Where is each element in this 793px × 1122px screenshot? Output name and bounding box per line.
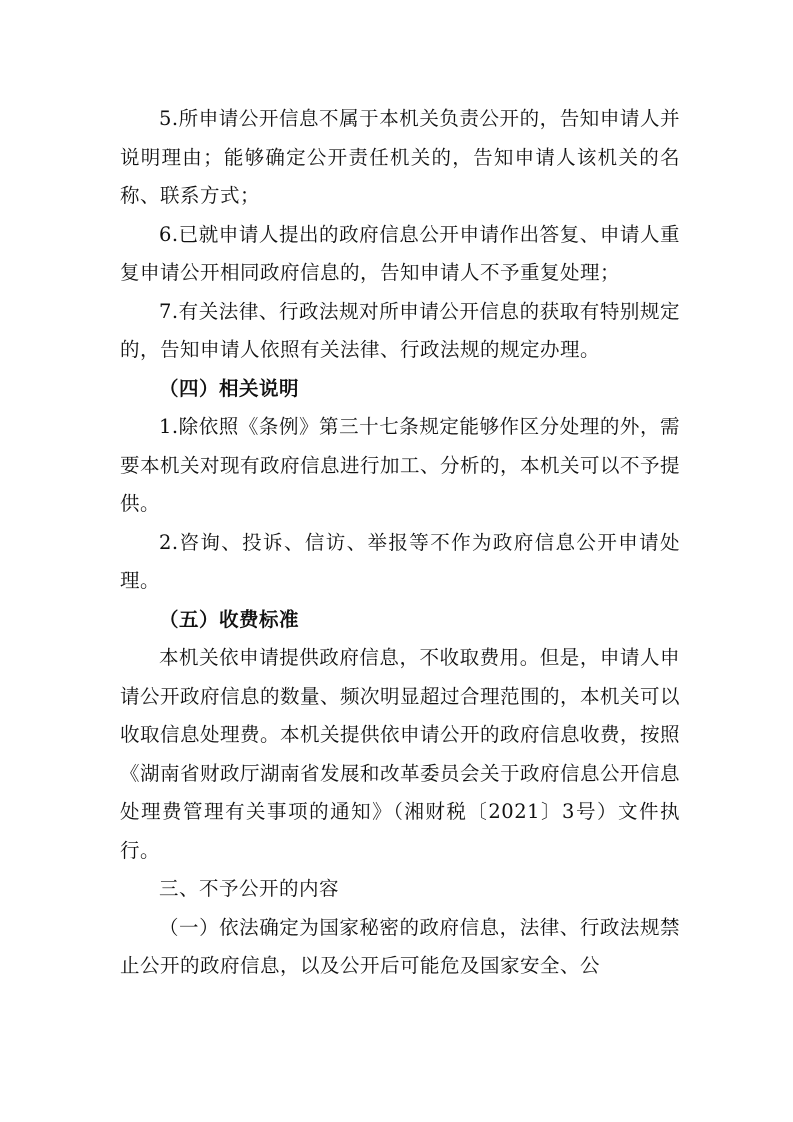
note-1-paragraph: 1.除依照《条例》第三十七条规定能够作区分处理的外，需要本机关对现有政府信息进行加工、分析的，本机关可以不予提供。 — [120, 415, 681, 515]
subsection-heading-4: （四）相关说明 — [159, 376, 300, 400]
subsection-heading-5: （五）收费标准 — [159, 607, 300, 631]
item-5-paragraph: 5.所申请公开信息不属于本机关负责公开的，告知申请人并说明理由；能够确定公开责任机关的，告知申请人该机关的名称、联系方式； — [120, 107, 680, 207]
item-6-paragraph: 6.已就申请人提出的政府信息公开申请作出答复、申请人重复申请公开相同政府信息的，告知申请人不予重复处理； — [120, 222, 680, 284]
section-heading-3: 三、不予公开的内容 — [159, 877, 340, 900]
nondisclosure-item-1-paragraph: （一）依法确定为国家秘密的政府信息，法律、行政法规禁止公开的政府信息，以及公开后可能危及国家安全、公 — [120, 915, 680, 977]
document-body — [120, 100, 680, 986]
fee-paragraph: 本机关依申请提供政府信息，不收取费用。但是，申请人申请公开政府信息的数量、频次明显超过合理范围的，本机关可以收取信息处理费。本机关提供依申请公开的政府信息收费，按照《湖南省财政厅湖南省发展和改革委员会关于政府信息公开信息处理费管理有关事项的通知》（湘财税〔2021〕3号）文件执行。 — [120, 646, 681, 862]
item-7-paragraph: 7.有关法律、行政法规对所申请公开信息的获取有特别规定的，告知申请人依照有关法律、行政法规的规定办理。 — [120, 299, 680, 361]
note-2-paragraph: 2.咨询、投诉、信访、举报等不作为政府信息公开申请处理。 — [120, 530, 680, 592]
